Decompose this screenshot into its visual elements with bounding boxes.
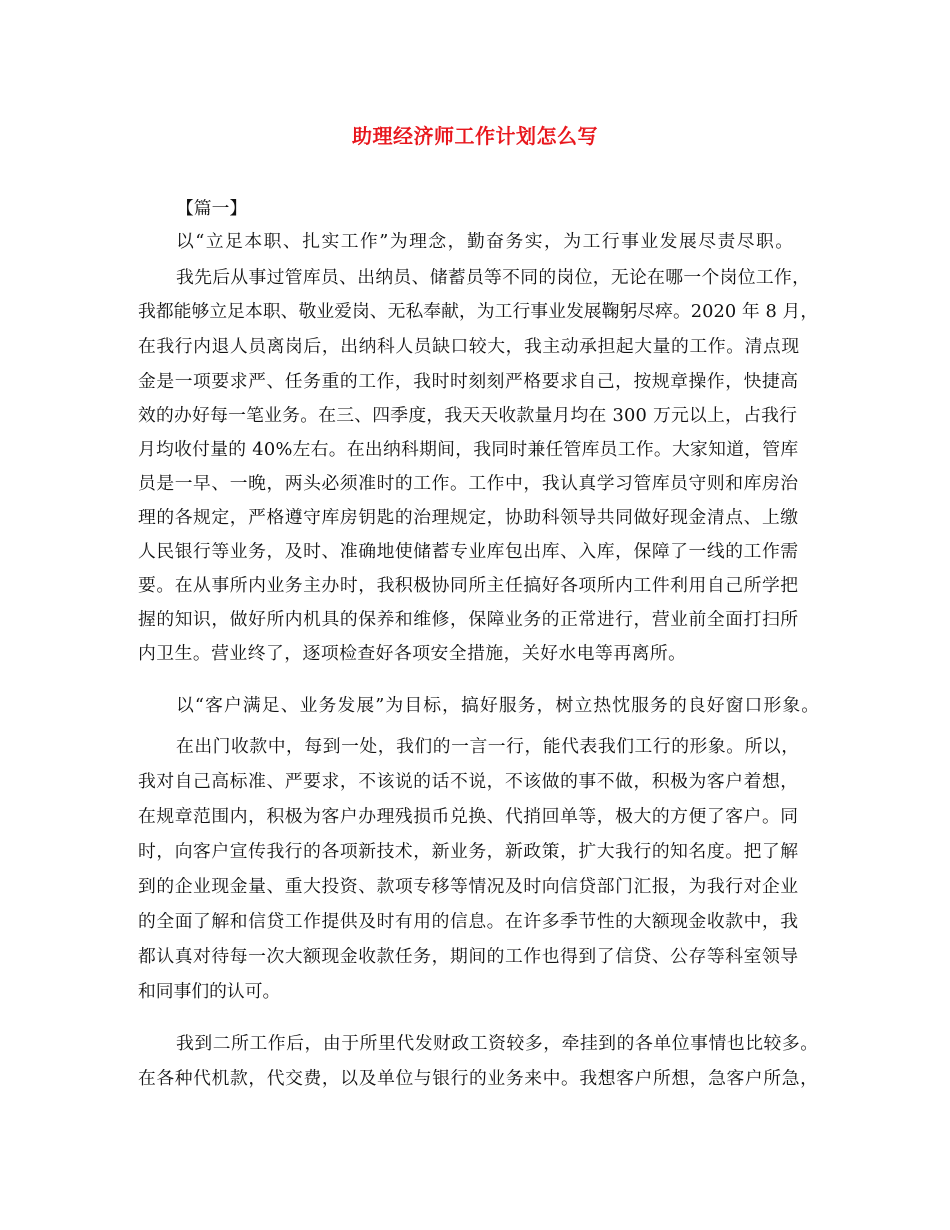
document-title: 助理经济师工作计划怎么写 — [352, 124, 598, 148]
paragraph-line: 在出门收款中，每到一处，我们的一言一行，能代表我们工行的形象。所以， — [176, 736, 800, 757]
paragraph-line: 的全面了解和信贷工作提供及时有用的信息。在许多季节性的大额现金收款中，我 — [138, 911, 799, 932]
paragraph-line: 以“客户满足、业务发展”为目标，搞好服务，树立热忱服务的良好窗口形象。 — [176, 695, 821, 716]
paragraph-line: 月均收付量的 40%左右。在出纳科期间，我同时兼任管库员工作。大家知道，管库 — [138, 439, 799, 460]
paragraph-line: 人民银行等业务，及时、准确地使储蓄专业库包出库、入库，保障了一线的工作需 — [138, 541, 799, 562]
paragraph-line: 内卫生。营业终了，逐项检查好各项安全措施，关好水电等再离所。 — [138, 643, 687, 664]
paragraph-line: 在规章范围内，积极为客户办理残损币兑换、代捎回单等，极大的方便了客户。同 — [138, 806, 799, 827]
paragraph-line: 都认真对待每一次大额现金收款任务，期间的工作也得到了信贷、公存等科室领导 — [138, 946, 799, 967]
paragraph-line: 金是一项要求严、任务重的工作，我时时刻刻严格要求自己，按规章操作，快捷高 — [138, 371, 799, 392]
paragraph-line: 效的办好每一笔业务。在三、四季度，我天天收款量月均在 300 万元以上，占我行 — [138, 405, 798, 426]
paragraph-line: 到的企业现金量、重大投资、款项专移等情况及时向信贷部门汇报，为我行对企业 — [138, 876, 799, 897]
paragraph-line: 在我行内退人员离岗后，出纳科人员缺口较大，我主动承担起大量的工作。清点现 — [138, 336, 800, 357]
paragraph-line: 理的各规定，严格遵守库房钥匙的治理规定，协助科领导共同做好现金清点、上缴 — [138, 507, 799, 528]
paragraph-line: 我先后从事过管库员、出纳员、储蓄员等不同的岗位，无论在哪一个岗位工作， — [176, 267, 811, 288]
paragraph-line: 我对自己高标准、严要求，不该说的话不说，不该做的事不做，积极为客户着想， — [138, 771, 799, 792]
paragraph-line: 握的知识，做好所内机具的保养和维修，保障业务的正常进行，营业前全面打扫所 — [138, 609, 799, 630]
paragraph-line: 我都能够立足本职、敬业爱岗、无私奉献，为工行事业发展鞠躬尽瘁。2020 年 8 月， — [138, 301, 819, 322]
section-heading: 【篇一】 — [176, 198, 248, 219]
paragraph-line: 员是一早、一晚，两头必须准时的工作。工作中，我认真学习管库员守则和库房治 — [138, 473, 799, 494]
paragraph-line: 以“立足本职、扎实工作”为理念，勤奋务实，为工行事业发展尽责尽职。 — [176, 231, 795, 252]
paragraph-line: 和同事们的认可。 — [138, 981, 281, 1002]
paragraph-line: 我到二所工作后，由于所里代发财政工资较多，牵挂到的各单位事情也比较多。 — [176, 1033, 819, 1054]
paragraph-line: 在各种代机款，代交费，以及单位与银行的业务来中。我想客户所想，急客户所急， — [138, 1068, 819, 1089]
paragraph-line: 要。在从事所内业务主办时，我积极协同所主任搞好各项所内工件利用自己所学把 — [138, 575, 799, 596]
paragraph-line: 时，向客户宣传我行的各项新技术，新业务，新政策，扩大我行的知名度。把了解 — [138, 841, 799, 862]
